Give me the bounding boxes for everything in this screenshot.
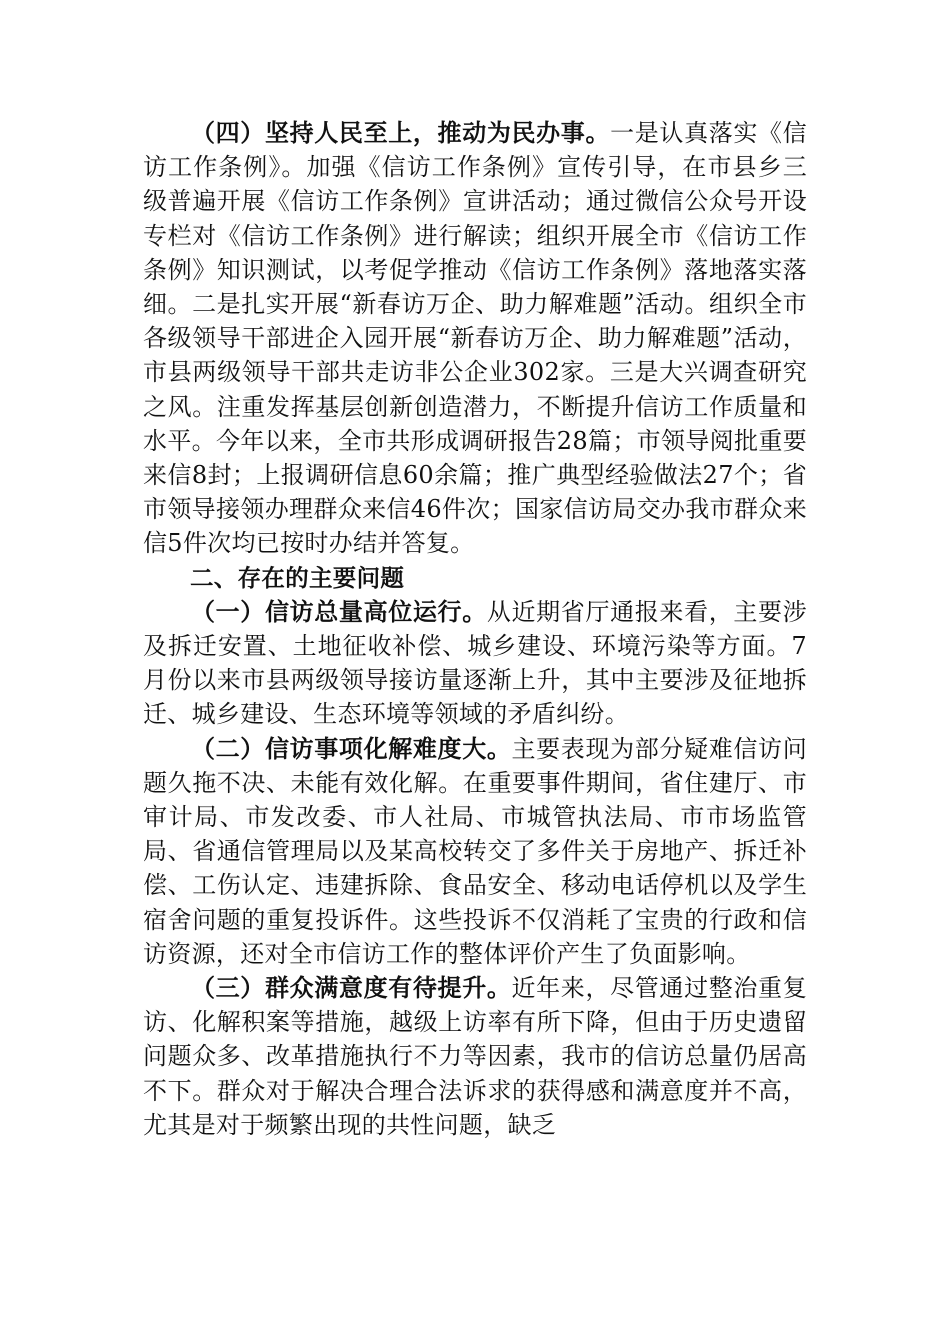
- paragraph-four-body: 一是认真落实《信访工作条例》。加强《信访工作条例》宣传引导，在市县乡三级普遍开展《信访工作条例》宣讲活动；通过微信公众号开设专栏对《信访工作条例》进行解读；组织开展全市《信访工作条例》知识测试，以考促学推动《信访工作条例》落地落实落细。二是扎实开展“新春访万企、助力解难题”活动。组织全市各级领导干部进企入园开展“新春访万企、助力解难题”活动，市县两级领导干部共走访非公企业302家。三是大兴调查研究之风。注重发挥基层创新创造潜力，不断提升信访工作质量和水平。今年以来，全市共形成调研报告28篇；市领导阅批重要来信8封；上报调研信息60余篇；推广典型经验做法27个；省市领导接领办理群众来信46件次；国家信访局交办我市群众来信5件次均已按时办结并答复。: [143, 119, 807, 558]
- issue-one: [143, 595, 807, 732]
- issue-three-lead: （三）群众满意度有待提升。: [191, 973, 512, 1003]
- section-heading: 二、存在的主要问题: [190, 563, 405, 592]
- paragraph-four: [143, 116, 807, 561]
- issue-one-body: 从近期省厅通报来看，主要涉及拆迁安置、土地征收补偿、城乡建设、环境污染等方面。7月份以来市县两级领导接访量逐渐上升，其中主要涉及征地拆迁、城乡建设、生态环境等领域的矛盾纠纷。: [143, 597, 807, 729]
- issue-two: [143, 732, 807, 971]
- issue-one-lead: （一）信访总量高位运行。: [191, 596, 487, 626]
- paragraph-four-lead: （四）坚持人民至上，推动为民办事。: [191, 118, 611, 147]
- document-page: [143, 116, 807, 1142]
- issue-two-body: 主要表现为部分疑难信访问题久拖不决、未能有效化解。在重要事件期间，省住建厅、市审计局、市发改委、市人社局、市城管执法局、市市场监管局、省通信管理局以及某高校转交了多件关于房地产、拆迁补偿、工伤认定、违建拆除、食品安全、移动电话停机以及学生宿舍问题的重复投诉件。这些投诉不仅消耗了宝贵的行政和信访资源，还对全市信访工作的整体评价产生了负面影响。: [143, 734, 807, 968]
- issue-three-body: 近年来，尽管通过整治重复访、化解积案等措施，越级上访率有所下降，但由于历史遗留问题众多、改革措施执行不力等因素，我市的信访总量仍居高不下。群众对于解决合理合法诉求的获得感和满意度并不高，尤其是对于频繁出现的共性问题，缺乏: [143, 974, 807, 1139]
- issue-two-lead: （二）信访事项化解难度大。: [191, 733, 512, 763]
- issue-three: [143, 971, 807, 1142]
